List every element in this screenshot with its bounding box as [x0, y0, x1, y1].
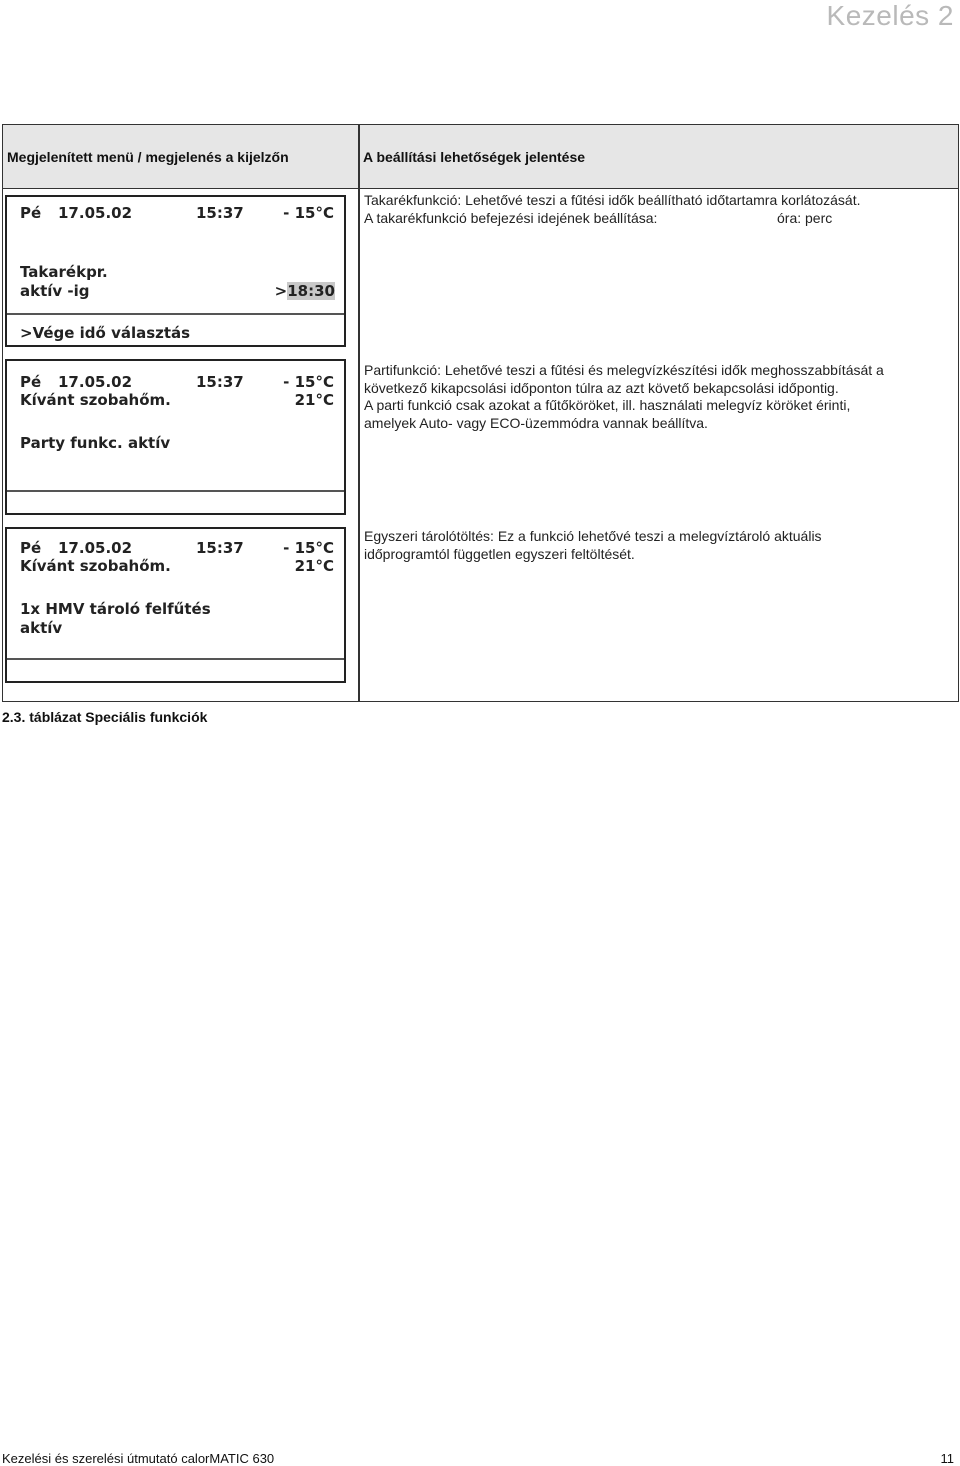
lcd-separator	[7, 490, 344, 492]
lcd-status-temperature: - 15°C	[283, 539, 334, 557]
description-savings	[364, 192, 861, 227]
description-line: amelyek Auto- vagy ECO-üzemmódra vannak beállítva.	[364, 414, 708, 431]
lcd-status-time: 15:37	[196, 539, 244, 557]
lcd-until-label: aktív -ig	[20, 282, 90, 300]
table-caption: 2.3. táblázat Speciális funkciók	[2, 709, 208, 725]
lcd-setpoint-label: Kívánt szobahőm.	[20, 391, 171, 409]
description-line: Takarékfunkció: Lehetővé teszi a fűtési idők beállítható időtartamra korlátozását.	[364, 192, 861, 208]
lcd-end-time-field	[275, 282, 335, 300]
lcd-status-date: 17.05.02	[58, 539, 133, 557]
page-number: 11	[940, 1451, 954, 1466]
description-hot-water	[364, 528, 822, 563]
chapter-title: Kezelés 2	[826, 0, 954, 31]
lcd-status-day: Pé	[20, 204, 42, 222]
description-party	[364, 362, 884, 432]
lcd-display-savings	[5, 195, 346, 347]
lcd-setpoint-label: Kívánt szobahőm.	[20, 557, 171, 575]
lcd-status-day: Pé	[20, 373, 42, 391]
table-header	[3, 125, 958, 189]
footer-manual-title: Kezelési és szerelési útmutató calorMATIC 630	[2, 1451, 275, 1466]
lcd-hot-water-status: 1x HMV tároló felfűtés	[20, 600, 211, 618]
lcd-display-hot-water	[5, 527, 346, 683]
lcd-separator	[7, 313, 344, 315]
lcd-status-date: 17.05.02	[58, 373, 133, 391]
description-line: időprogramtól független egyszeri feltöltését.	[364, 545, 635, 562]
lcd-separator-top	[7, 243, 344, 244]
lcd-hot-water-active: aktív	[20, 619, 63, 637]
lcd-end-time-value: 18:30	[287, 282, 335, 300]
lcd-status-date: 17.05.02	[58, 204, 133, 222]
lcd-party-status: Party funkc. aktív	[20, 434, 171, 452]
lcd-status-temperature: - 15°C	[283, 373, 334, 391]
description-line: A takarékfunkció befejezési idejének beállítása: óra: perc	[364, 209, 833, 226]
description-line: A parti funkció csak azokat a fűtőköröket, ill. használati melegvíz köröket érinti,	[364, 397, 851, 413]
lcd-setpoint-value: 21°C	[294, 557, 334, 575]
lcd-status-time: 15:37	[196, 373, 244, 391]
description-line: Egyszeri tárolótöltés: Ez a funkció lehetővé teszi a melegvíztároló aktuális	[364, 528, 822, 544]
lcd-end-time-prompt: >Vége idő választás	[20, 324, 191, 342]
header-meaning-column: A beállítási lehetőségek jelentése	[363, 149, 586, 165]
lcd-mode-label: Takarékpr.	[20, 263, 108, 281]
lcd-display-party	[5, 359, 346, 515]
description-line: következő kikapcsolási időponton túlra az azt követő bekapcsolási időpontig.	[364, 379, 839, 396]
lcd-status-time: 15:37	[196, 204, 244, 222]
column-divider	[358, 125, 360, 701]
lcd-status-temperature: - 15°C	[283, 204, 334, 222]
special-functions-table	[2, 124, 959, 702]
description-line: Partifunkció: Lehetővé teszi a fűtési és melegvízkészítési idők meghosszabbítását a	[364, 362, 884, 378]
header-display-column: Megjelenített menü / megjelenés a kijelzőn	[7, 149, 289, 165]
lcd-separator	[7, 658, 344, 660]
lcd-setpoint-value: 21°C	[294, 391, 334, 409]
lcd-status-day: Pé	[20, 539, 42, 557]
lcd-cursor: >	[274, 282, 288, 300]
time-format-unit: óra: perc	[777, 209, 833, 226]
